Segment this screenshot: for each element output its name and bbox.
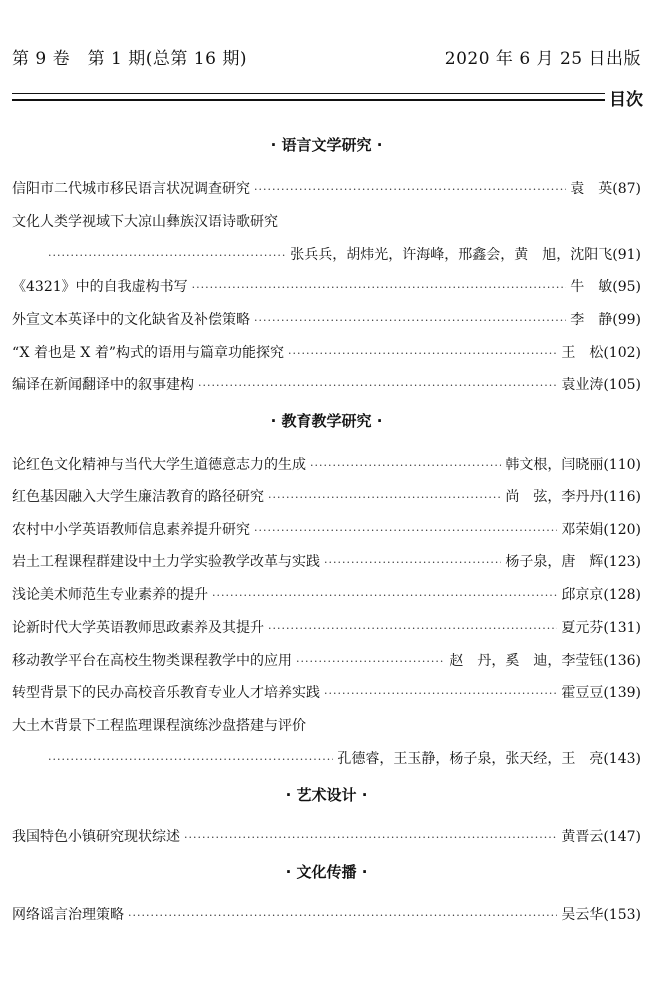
entry-author: 尚 弦，李丹丹 <box>505 489 604 505</box>
leader-dots <box>268 622 557 635</box>
entry-author: 霍豆豆 <box>561 685 604 701</box>
entry-page: (131) <box>603 620 641 636</box>
toc-entry[interactable] <box>12 309 641 329</box>
journal-header <box>12 44 641 69</box>
entry-page: (120) <box>603 522 641 538</box>
section-title: · 艺术设计 · <box>285 786 368 804</box>
entry-author: 孔德睿，王玉静，杨子泉，张天经，王 亮 <box>337 751 604 767</box>
toc-rule <box>12 86 643 108</box>
leader-dots <box>268 491 501 504</box>
entry-title: 外宣文本英译中的文化缺省及补偿策略 <box>12 312 250 328</box>
toc-entry[interactable] <box>12 342 641 362</box>
leader-dots <box>296 655 445 668</box>
toc-entry[interactable] <box>12 617 641 637</box>
entry-title: 红色基因融入大学生廉洁教育的路径研究 <box>12 489 264 505</box>
leader-dots <box>128 909 557 922</box>
entry-author: 王 松 <box>561 345 604 361</box>
entry-page: (136) <box>603 653 641 669</box>
toc-entry[interactable] <box>12 904 641 924</box>
toc-title: 目次 <box>609 89 643 110</box>
entry-author: 吴云华 <box>561 907 604 923</box>
volume-issue: 第 9 卷 第 1 期(总第 16 期) <box>12 49 247 69</box>
toc-entry[interactable] <box>12 650 641 670</box>
toc-entry[interactable] <box>12 682 641 702</box>
section-title: · 教育教学研究 · <box>270 412 383 430</box>
section-title: · 文化传播 · <box>285 863 368 881</box>
toc-entry[interactable] <box>12 551 641 571</box>
leader-dots <box>324 687 557 700</box>
leader-dots <box>310 459 501 472</box>
toc-entry[interactable] <box>12 276 641 296</box>
entry-page: (91) <box>612 247 641 263</box>
entry-title: 移动教学平台在高校生物类课程教学中的应用 <box>12 653 292 669</box>
toc-entry[interactable] <box>12 244 641 264</box>
entry-title: 信阳市二代城市移民语言状况调查研究 <box>12 181 250 197</box>
toc-entry[interactable] <box>12 374 641 394</box>
entry-page: (143) <box>603 751 641 767</box>
entry-author: 袁业涛 <box>561 377 604 393</box>
entry-page: (139) <box>603 685 641 701</box>
entry-author: 袁 英 <box>570 181 613 197</box>
entry-title: 网络谣言治理策略 <box>12 907 124 923</box>
toc-entry[interactable] <box>12 519 641 539</box>
leader-dots <box>198 379 557 392</box>
entry-page: (153) <box>603 907 641 923</box>
entry-title: 转型背景下的民办高校音乐教育专业人才培养实践 <box>12 685 320 701</box>
leader-dots <box>254 524 557 537</box>
entry-author: 黄晋云 <box>561 829 604 845</box>
leader-dots <box>48 753 333 766</box>
toc-entry[interactable] <box>12 748 641 768</box>
entry-page: (87) <box>612 181 641 197</box>
leader-dots <box>254 183 566 196</box>
entry-title: 我国特色小镇研究现状综述 <box>12 829 180 845</box>
leader-dots <box>254 314 566 327</box>
entry-title: 《4321》中的自我虚构书写 <box>12 279 188 295</box>
entry-title: 浅论美术师范生专业素养的提升 <box>12 587 208 603</box>
entry-title: 论新时代大学英语教师思政素养及其提升 <box>12 620 264 636</box>
entry-author: 牛 敏 <box>570 279 613 295</box>
leader-dots <box>192 281 567 294</box>
entry-page: (116) <box>603 489 641 505</box>
entry-author: 夏元芬 <box>561 620 604 636</box>
entry-author: 李 静 <box>570 312 613 328</box>
section-title: · 语言文学研究 · <box>270 136 383 154</box>
entry-author: 杨子泉，唐 辉 <box>505 554 604 570</box>
double-rule-divider <box>12 93 605 101</box>
leader-dots <box>48 249 286 262</box>
toc-entry[interactable] <box>12 826 641 846</box>
toc-entry[interactable] <box>12 178 641 198</box>
entry-title[interactable]: 大土木背景下工程监理课程演练沙盘搭建与评价 <box>12 718 306 734</box>
publication-date: 2020 年 6 月 25 日出版 <box>444 49 641 69</box>
leader-dots <box>184 831 557 844</box>
entry-author: 邓荣娟 <box>561 522 604 538</box>
entry-page: (110) <box>603 457 641 473</box>
toc-entry[interactable] <box>12 486 641 506</box>
entry-author: 韩文根，闫晓丽 <box>505 457 604 473</box>
entry-title[interactable]: 文化人类学视域下大凉山彝族汉语诗歌研究 <box>12 214 278 230</box>
entry-author: 邱京京 <box>561 587 604 603</box>
entry-page: (105) <box>603 377 641 393</box>
leader-dots <box>324 556 501 569</box>
leader-dots <box>288 347 557 360</box>
entry-page: (147) <box>603 829 641 845</box>
toc-entry[interactable] <box>12 454 641 474</box>
entry-title: 编译在新闻翻译中的叙事建构 <box>12 377 194 393</box>
entry-author: 赵 丹，奚 迪，李莹钰 <box>449 653 604 669</box>
toc-entry[interactable] <box>12 584 641 604</box>
entry-page: (123) <box>603 554 641 570</box>
entry-title: “X 着也是 X 着”构式的语用与篇章功能探究 <box>12 345 284 361</box>
leader-dots <box>212 589 557 602</box>
entry-title: 岩土工程课程群建设中土力学实验教学改革与实践 <box>12 554 320 570</box>
entry-page: (99) <box>612 312 641 328</box>
entry-title: 农村中小学英语教师信息素养提升研究 <box>12 522 250 538</box>
entry-author: 张兵兵，胡炜光，许海峰，邢鑫会，黄 旭，沈阳飞 <box>290 247 613 263</box>
entry-page: (102) <box>603 345 641 361</box>
entry-page: (95) <box>612 279 641 295</box>
entry-title: 论红色文化精神与当代大学生道德意志力的生成 <box>12 457 306 473</box>
entry-page: (128) <box>603 587 641 603</box>
